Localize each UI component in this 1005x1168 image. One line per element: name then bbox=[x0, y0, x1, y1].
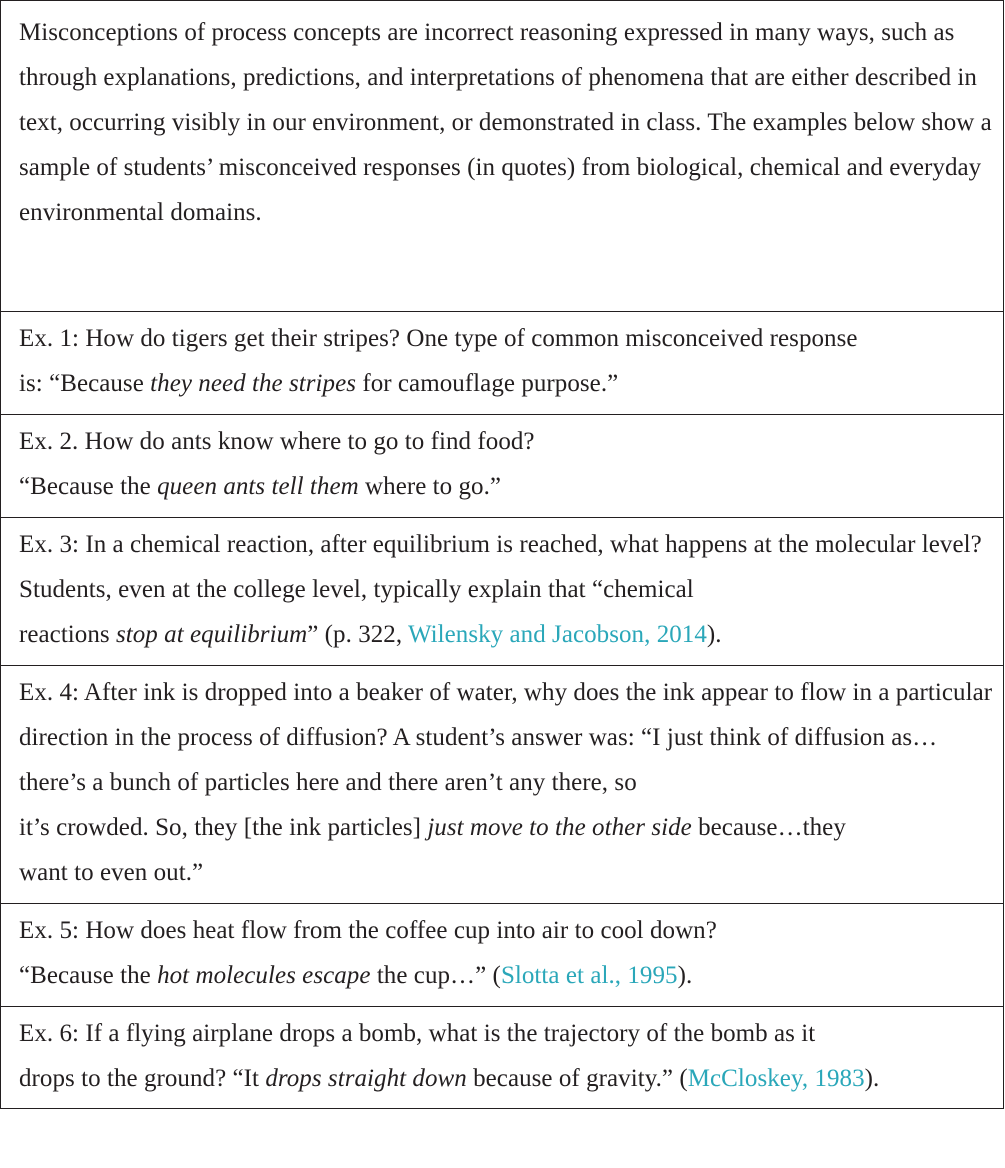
example-5-response: “Because the hot molecules escape the cup…” (Slotta et al., 1995). bbox=[19, 962, 693, 989]
intro-text: Misconceptions of process concepts are incorrect reasoning expressed in many ways, such as through explanations, predictions, and interpretations of phenomena that are either described in text, occurring visibly in our environment, or demonstrated in class. The examples below show a sample of students’ misconceived responses (in quotes) from biological, chemical and everyday environmental domains. bbox=[19, 19, 992, 226]
example-3-response: reactions stop at equilibrium” (p. 322, Wilensky and Jacobson, 2014). bbox=[19, 621, 722, 648]
example-4-question: Ex. 4: After ink is dropped into a beaker of water, why does the ink appear to flow in a particular direction in the process of diffusion? A student’s answer was: “I just think of diffusion as…there’s a bunch of particles here and there aren’t any there, so bbox=[19, 679, 993, 796]
example-4-response: it’s crowded. So, they [the ink particles] just move to the other side because…they bbox=[19, 814, 846, 841]
example-4-emphasis: just move to the other side bbox=[427, 814, 692, 841]
example-5-question: Ex. 5: How does heat flow from the coffee cup into air to cool down? bbox=[19, 917, 717, 944]
example-1-emphasis: they need the stripes bbox=[150, 370, 357, 397]
example-1-question: Ex. 1: How do tigers get their stripes? One type of common misconceived response bbox=[19, 325, 858, 352]
example-4-response-end: want to even out.” bbox=[19, 859, 204, 886]
example-3-question: Ex. 3: In a chemical reaction, after equilibrium is reached, what happens at the molecular level? Students, even at the college level, typically explain that “chemical bbox=[19, 531, 982, 603]
example-2-question: Ex. 2. How do ants know where to go to find food? bbox=[19, 428, 535, 455]
example-1-cell bbox=[0, 312, 1004, 415]
example-6-response: drops to the ground? “It drops straight down because of gravity.” (McCloskey, 1983). bbox=[19, 1065, 880, 1092]
citation-mccloskey[interactable]: McCloskey, 1983 bbox=[687, 1065, 865, 1092]
intro-cell bbox=[0, 0, 1004, 312]
citation-wilensky-jacobson[interactable]: Wilensky and Jacobson, 2014 bbox=[408, 621, 707, 648]
example-2-cell bbox=[0, 415, 1004, 518]
example-1-response: is: “Because they need the stripes for camouflage purpose.” bbox=[19, 370, 619, 397]
example-4-cell bbox=[0, 666, 1004, 904]
example-6-cell bbox=[0, 1007, 1004, 1109]
example-5-emphasis: hot molecules escape bbox=[157, 962, 371, 989]
example-5-cell bbox=[0, 904, 1004, 1007]
example-6-emphasis: drops straight down bbox=[265, 1065, 467, 1092]
example-2-response: “Because the queen ants tell them where to go.” bbox=[19, 473, 502, 500]
citation-slotta[interactable]: Slotta et al., 1995 bbox=[500, 962, 678, 989]
example-3-emphasis: stop at equilibrium bbox=[115, 621, 308, 648]
example-6-question: Ex. 6: If a flying airplane drops a bomb, what is the trajectory of the bomb as it bbox=[19, 1020, 816, 1047]
example-3-cell bbox=[0, 518, 1004, 666]
example-2-emphasis: queen ants tell them bbox=[157, 473, 359, 500]
